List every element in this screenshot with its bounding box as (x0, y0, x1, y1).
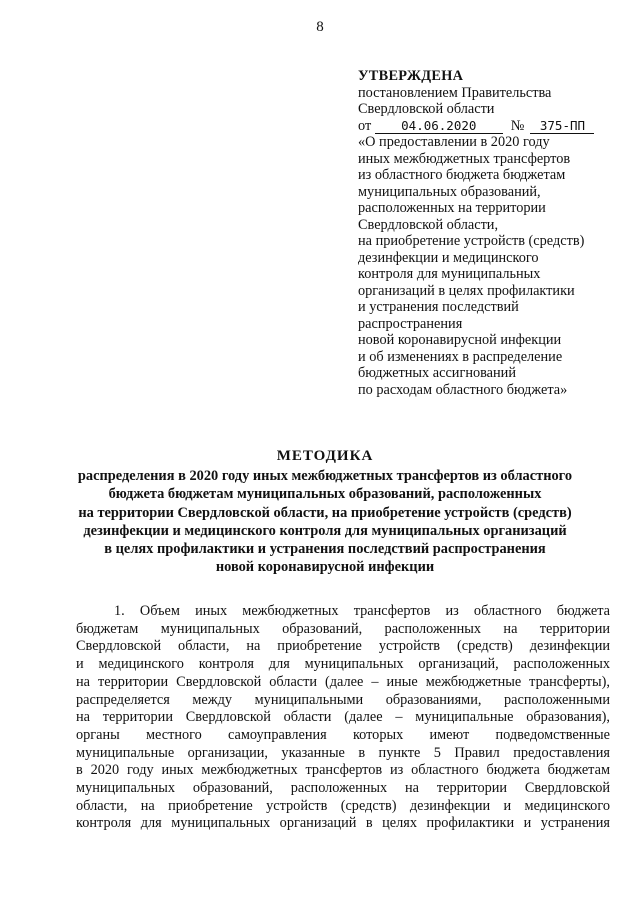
approval-title-line: по расходам областного бюджета» (358, 381, 568, 398)
approval-date-number-row (358, 118, 628, 135)
document-subtitle-line: бюджета бюджетам муниципальных образований, расположенных (108, 486, 542, 503)
document-subtitle-line: в целях профилактики и устранения последствий распространения (104, 541, 546, 558)
approval-title-line: Свердловской области, (358, 216, 499, 233)
paragraph-line: органы местного самоуправления которых имеют подведомственные (76, 726, 610, 743)
paragraph-line: и медицинского контроля для муниципальных организаций, расположенных (76, 656, 610, 673)
approval-heading: УТВЕРЖДЕНА (358, 68, 464, 84)
approval-line: Свердловской области (358, 101, 495, 117)
paragraph-1 (76, 603, 610, 833)
paragraph-line: муниципальных образований, расположенных на территории Свердловской (76, 780, 610, 797)
approval-stamp (358, 68, 628, 398)
approval-title-line: иных межбюджетных трансфертов (358, 150, 571, 167)
date-prefix: от (358, 117, 372, 134)
approval-title-line: расположенных на территории (358, 200, 546, 216)
document-subtitle-line: на территории Свердловской области, на приобретение устройств (средств) (78, 504, 572, 521)
approval-line: постановлением Правительства (358, 84, 552, 101)
document-subtitle-line: дезинфекции и медицинского контроля для муниципальных организаций (83, 522, 567, 539)
paragraph-line: Свердловской области, на приобретение устройств (средств) дезинфекции (76, 638, 610, 655)
number-sign: № (510, 117, 525, 134)
approval-title-line: «О предоставлении в 2020 году (358, 134, 550, 150)
paragraph-line: в 2020 году иных межбюджетных трансфертов из областного бюджета бюджетам (76, 762, 610, 779)
approval-title-line: и устранения последствий (358, 299, 519, 315)
paragraph-line: на территории Свердловской области (далее – муниципальные образования), (76, 709, 610, 726)
approval-title-line: организаций в целях профилактики (358, 282, 575, 299)
approval-title-line: дезинфекции и медицинского (358, 249, 539, 266)
approval-title-line: на приобретение устройств (средств) (358, 233, 585, 249)
document-title: МЕТОДИКА (276, 448, 374, 464)
document-subtitle-line: новой коронавирусной инфекции (215, 559, 435, 576)
approval-title-line: бюджетных ассигнований (358, 365, 516, 381)
paragraph-line: бюджетам муниципальных образований, расположенных на территории (76, 620, 610, 637)
page-number: 8 (316, 19, 324, 35)
approval-date: 04.06.2020 (375, 119, 503, 134)
paragraph-line: муниципальные организации, указанные в пункте 5 Правил предоставления (76, 744, 610, 761)
approval-number: 375-ПП (530, 119, 594, 134)
approval-title-line: из областного бюджета бюджетам (358, 167, 566, 183)
approval-title-line: муниципальных образований, (358, 183, 541, 200)
approval-title-line: и об изменениях в распределение (358, 348, 563, 365)
paragraph-line: распределяется между муниципальными образованиями, расположенными (76, 691, 610, 708)
paragraph-line: 1. Объем иных межбюджетных трансфертов из областного бюджета (114, 603, 610, 619)
approval-title-line: контроля для муниципальных (358, 266, 541, 282)
paragraph-line: контроля для муниципальных организаций в целях профилактики и устранения (76, 815, 610, 832)
document-subtitle-line: распределения в 2020 году иных межбюджетных трансфертов из областного (77, 468, 573, 484)
approval-title-line: распространения (358, 315, 463, 332)
paragraph-line: на территории Свердловской области (далее – иные межбюджетные трансферты), (76, 673, 610, 690)
approval-title-line: новой коронавирусной инфекции (358, 332, 562, 348)
paragraph-line: области, на приобретение устройств (средств) дезинфекции и медицинского (76, 797, 610, 814)
document-title-block (40, 447, 610, 577)
